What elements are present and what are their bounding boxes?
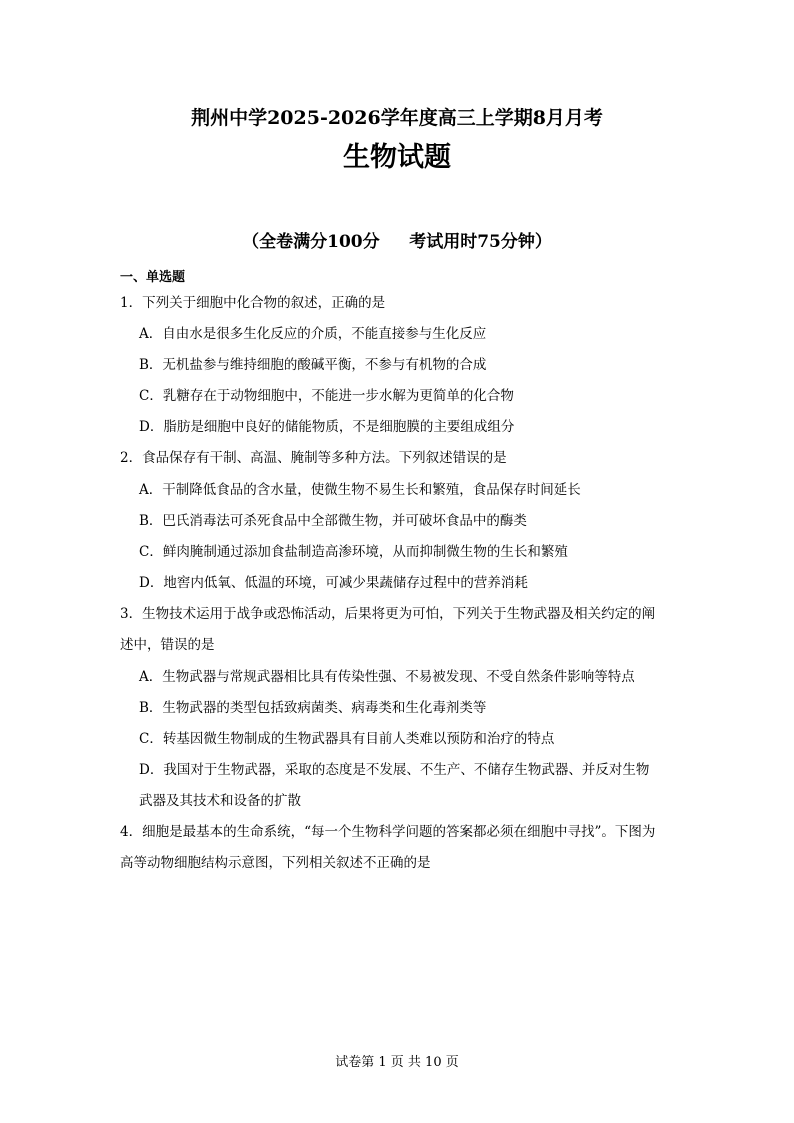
question-2-option-c: C．鲜肉腌制通过添加食盐制造高渗环境，从而抑制微生物的生长和繁殖 (139, 544, 568, 560)
question-2-stem: 2．食品保存有干制、高温、腌制等多种方法。下列叙述错误的是 (120, 450, 507, 466)
question-3-option-d: D．我国对于生物武器，采取的态度是不发展、不生产、不储存生物武器、并反对生物 (139, 762, 650, 778)
question-3-option-a: A．生物武器与常规武器相比具有传染性强、不易被发现、不受自然条件影响等特点 (139, 669, 635, 685)
school-title: 荆州中学2025-2026学年度高三上学期8月月考 (191, 107, 603, 129)
question-3-option-b: B．生物武器的类型包括致病菌类、病毒类和生化毒剂类等 (139, 700, 487, 716)
question-1-option-c: C．乳糖存在于动物细胞中，不能进一步水解为更简单的化合物 (139, 388, 514, 404)
question-2-option-b: B．巴氏消毒法可杀死食品中全部微生物，并可破坏食品中的酶类 (139, 513, 527, 529)
section-heading: 一、单选题 (120, 270, 186, 285)
question-3-option-c: C．转基因微生物制成的生物武器具有目前人类难以预防和治疗的特点 (139, 731, 555, 747)
question-2-option-d: D．地窖内低氧、低温的环境，可减少果蔬储存过程中的营养消耗 (139, 575, 528, 591)
question-1-option-d: D．脂肪是细胞中良好的储能物质，不是细胞膜的主要组成组分 (139, 419, 515, 435)
question-1-stem: 1．下列关于细胞中化合物的叙述，正确的是 (120, 295, 386, 311)
question-3-stem-line1: 3．生物技术运用于战争或恐怖活动，后果将更为可怕，下列关于生物武器及相关约定的阐 (120, 606, 656, 622)
exam-info: （全卷满分100分 考试用时75分钟） (242, 232, 552, 252)
question-4-stem-line2: 高等动物细胞结构示意图，下列相关叙述不正确的是 (120, 855, 431, 871)
question-4-stem-line1: 4．细胞是最基本的生命系统，“每一个生物科学问题的答案都必须在细胞中寻找”。下图为 (120, 824, 656, 840)
question-2-option-a: A．干制降低食品的含水量，使微生物不易生长和繁殖，食品保存时间延长 (139, 482, 581, 498)
question-1-option-b: B．无机盐参与维持细胞的酸碱平衡，不参与有机物的合成 (139, 357, 487, 373)
question-3-option-d-continued: 武器及其技术和设备的扩散 (139, 793, 301, 809)
subject-title: 生物试题 (343, 142, 451, 173)
question-1-option-a: A．自由水是很多生化反应的介质，不能直接参与生化反应 (139, 326, 487, 342)
page-footer: 试卷第 1 页 共 10 页 (335, 1055, 459, 1070)
question-3-stem-line2: 述中，错误的是 (120, 637, 215, 653)
